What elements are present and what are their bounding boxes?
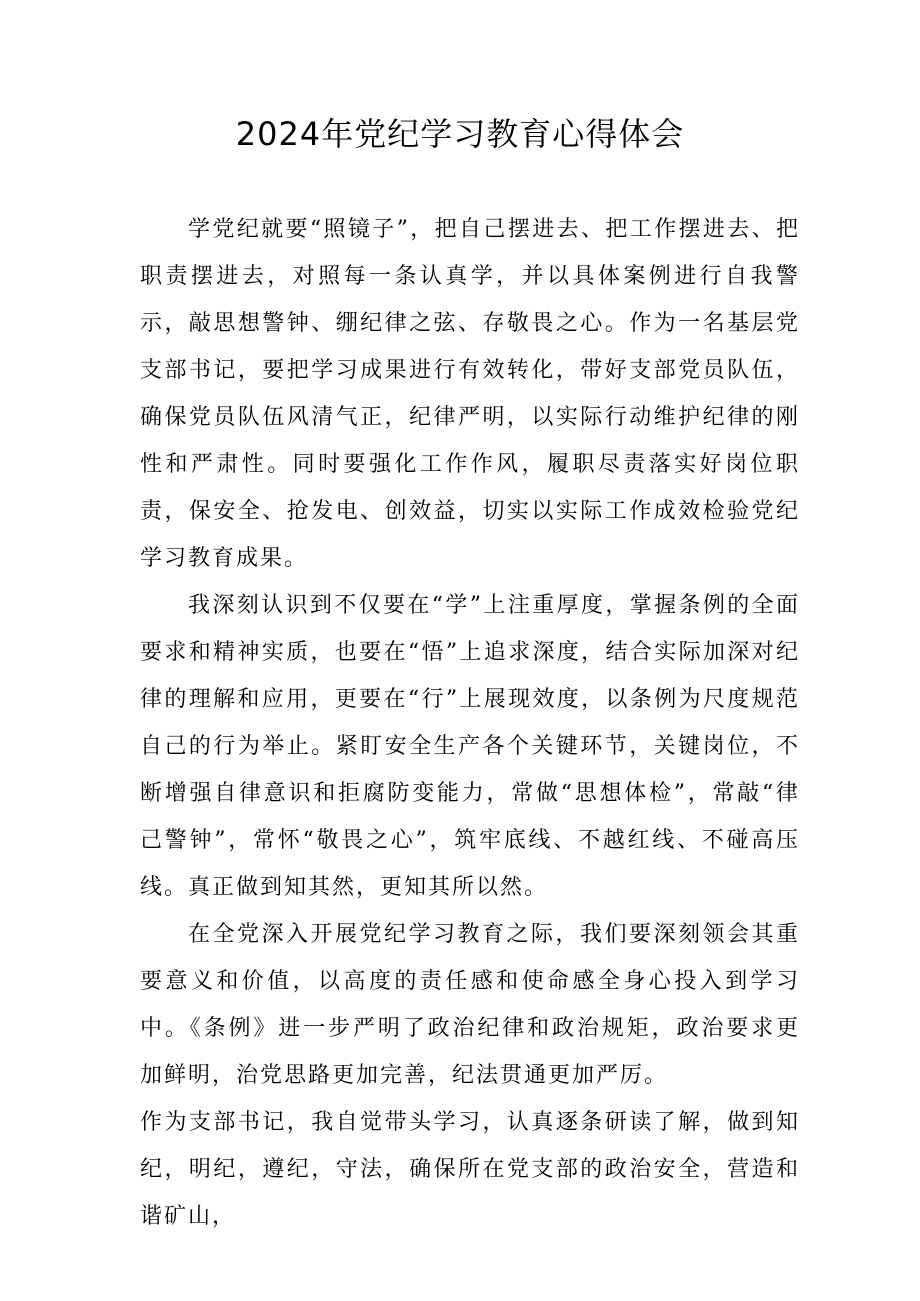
paragraph-1: 学党纪就要“照镜子”，把自己摆进去、把工作摆进去、把职责摆进去，对照每一条认真学，并以具体案例进行自我警示，敲思想警钟、绷纪律之弦、存敬畏之心。作为一名基层党支部书记，要把学习成果进行有效转化，带好支部党员队伍，确保党员队伍风清气正，纪律严明，以实际行动维护纪律的刚性和严肃性。同时要强化工作作风，履职尽责落实好岗位职责，保安全、抢发电、创效益，切实以实际工作成效检验党纪学习教育成果。 bbox=[140, 217, 800, 571]
paragraph-3: 在全党深入开展党纪学习教育之际，我们要深刻领会其重要意义和价值，以高度的责任感和使命感全身心投入到学习中。《条例》进一步严明了政治纪律和政治规矩，政治要求更加鲜明，治党思路更加完善，纪法贯通更加严厉。 bbox=[140, 922, 800, 1088]
document-body bbox=[140, 206, 800, 1240]
document-title: 2024年党纪学习教育心得体会 bbox=[235, 115, 685, 153]
paragraph-2: 我深刻认识到不仅要在“学”上注重厚度，掌握条例的全面要求和精神实质，也要在“悟”上追求深度，结合实际加深对纪律的理解和应用，更要在“行”上展现效度，以条例为尺度规范自己的行为举止。紧盯安全生产各个关键环节，关键岗位，不断增强自律意识和拒腐防变能力，常做“思想体检”，常敲“律己警钟”，常怀“敬畏之心”，筑牢底线、不越红线、不碰高压线。真正做到知其然，更知其所以然。 bbox=[140, 593, 800, 900]
paragraph-4: 作为支部书记，我自觉带头学习，认真逐条研读了解，做到知纪，明纪，遵纪，守法，确保所在党支部的政治安全，营造和谐矿山， bbox=[140, 1110, 800, 1229]
